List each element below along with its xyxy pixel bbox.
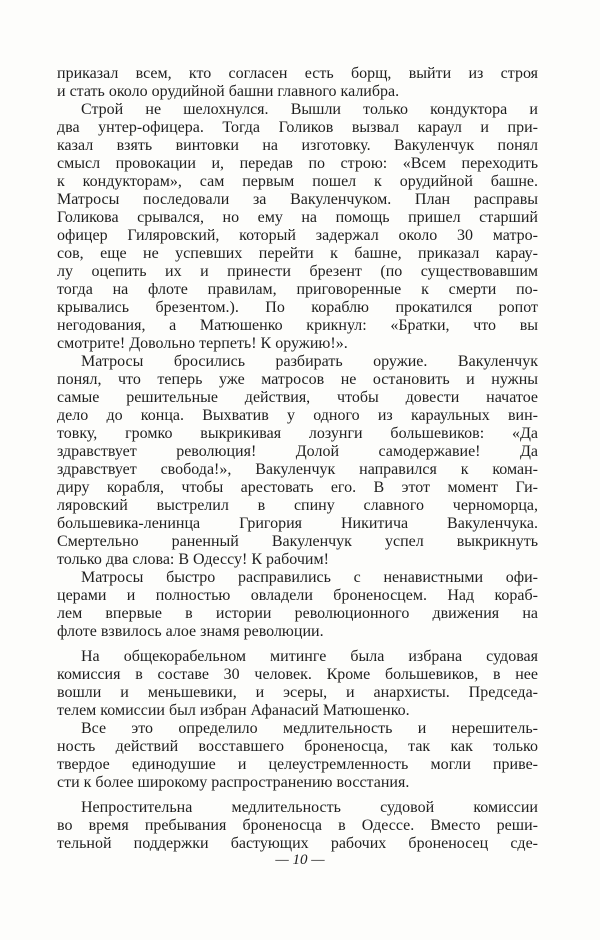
- text-line: Голикова срывался, но ему на помощь пришел старший: [57, 209, 538, 226]
- text-line: флоте взвилось алое знамя революции.: [57, 623, 324, 640]
- text-line: комиссия в составе 30 человек. Кроме большевиков, в нее: [57, 666, 538, 683]
- text-line: ляровский выстрелил в спину славного черноморца,: [57, 497, 538, 514]
- text-line: здравствует свобода!», Вакуленчук направился к коман-: [57, 461, 538, 478]
- text-line: На общекорабельном митинге была избрана судовая: [81, 648, 538, 665]
- text-line: лу оцепить их и принести брезент (по существовавшим: [57, 263, 538, 280]
- text-line: диру корабля, чтобы арестовать его. В этот момент Ги-: [57, 479, 538, 496]
- text-line: во время пребывания броненосца в Одессе. Вместо реши-: [57, 817, 538, 834]
- paragraph: [57, 65, 538, 101]
- text-line: сти к более широкому распространению восстания.: [57, 774, 410, 791]
- text-line: два унтер-офицера. Тогда Голиков вызвал караул и при-: [57, 119, 538, 136]
- text-line: Матросы последовали за Вакуленчуком. План расправы: [57, 191, 538, 208]
- text-line: церами и полностью овладели броненосцем. Над кораб-: [57, 587, 538, 604]
- text-line: большевика-ленинца Григория Никитича Вакуленчука.: [57, 515, 538, 532]
- text-line: Смертельно раненный Вакуленчук успел выкрикнуть: [57, 533, 538, 550]
- text-line: товку, громко выкрикивая лозунги большевиков: «Да: [57, 425, 538, 442]
- text-line: сов, еще не успевших перейти к башне, приказал карау-: [57, 245, 538, 262]
- paragraph: [57, 648, 538, 720]
- text-line: самые решительные действия, чтобы довести начатое: [57, 389, 538, 406]
- text-line: только два слова: В Одессу! К рабочим!: [57, 551, 329, 568]
- paragraph: [57, 720, 538, 792]
- text-line: Непростительна медлительность судовой комиссии: [81, 799, 538, 816]
- paragraph: [57, 569, 538, 641]
- text-line: вошли и меньшевики, и эсеры, и анархисты. Председа-: [57, 684, 538, 701]
- text-line: твердое единодушие и целеустремленность могли приве-: [57, 756, 538, 773]
- text-line: офицер Гиляровский, который задержал около 30 матро-: [57, 227, 538, 244]
- text-line: Матросы бросились разбирать оружие. Вакуленчук: [81, 353, 538, 370]
- text-line: ность действий восставшего броненосца, так как только: [57, 738, 538, 755]
- text-line: смысл провокации и, передав по строю: «Всем переходить: [57, 155, 538, 172]
- text-line: тогда на флоте правилам, приговоренные к смерти по-: [57, 281, 538, 298]
- text-line: и стать около орудийной башни главного калибра.: [57, 83, 400, 100]
- text-line: крывались брезентом.). По кораблю прокатился ропот: [57, 299, 538, 316]
- text-line: Матросы быстро расправились с ненавистными офи-: [81, 569, 538, 586]
- paragraph: [57, 101, 538, 353]
- text-line: лем впервые в истории революционного движения на: [57, 605, 538, 622]
- text-line: приказал всем, кто согласен есть борщ, выйти из строя: [57, 65, 538, 82]
- text-line: Строй не шелохнулся. Вышли только кондуктора и: [81, 101, 538, 118]
- page-body: [57, 65, 538, 853]
- text-line: понял, что теперь уже матросов не остановить и нужны: [57, 371, 538, 388]
- text-line: казал взять винтовки на изготовку. Вакуленчук понял: [57, 137, 538, 154]
- paragraph: [57, 353, 538, 569]
- text-line: здравствует революция! Долой самодержавие! Да: [57, 443, 538, 460]
- text-line: смотрите! Довольно терпеть! К оружию!».: [57, 335, 348, 352]
- page-number: — 10 —: [275, 852, 325, 868]
- text-line: Все это определило медлительность и нерешитель-: [81, 720, 538, 737]
- text-line: тельной поддержки бастующих рабочих броненосец сде-: [57, 835, 538, 852]
- paragraph: [57, 799, 538, 853]
- text-line: телем комиссии был избран Афанасий Матюшенко.: [57, 702, 410, 719]
- text-line: дело до конца. Выхватив у одного из караульных вин-: [57, 407, 538, 424]
- text-line: негодования, а Матюшенко крикнул: «Братки, что вы: [57, 317, 538, 334]
- text-line: к кондукторам», сам первым пошел к орудийной башне.: [57, 173, 538, 190]
